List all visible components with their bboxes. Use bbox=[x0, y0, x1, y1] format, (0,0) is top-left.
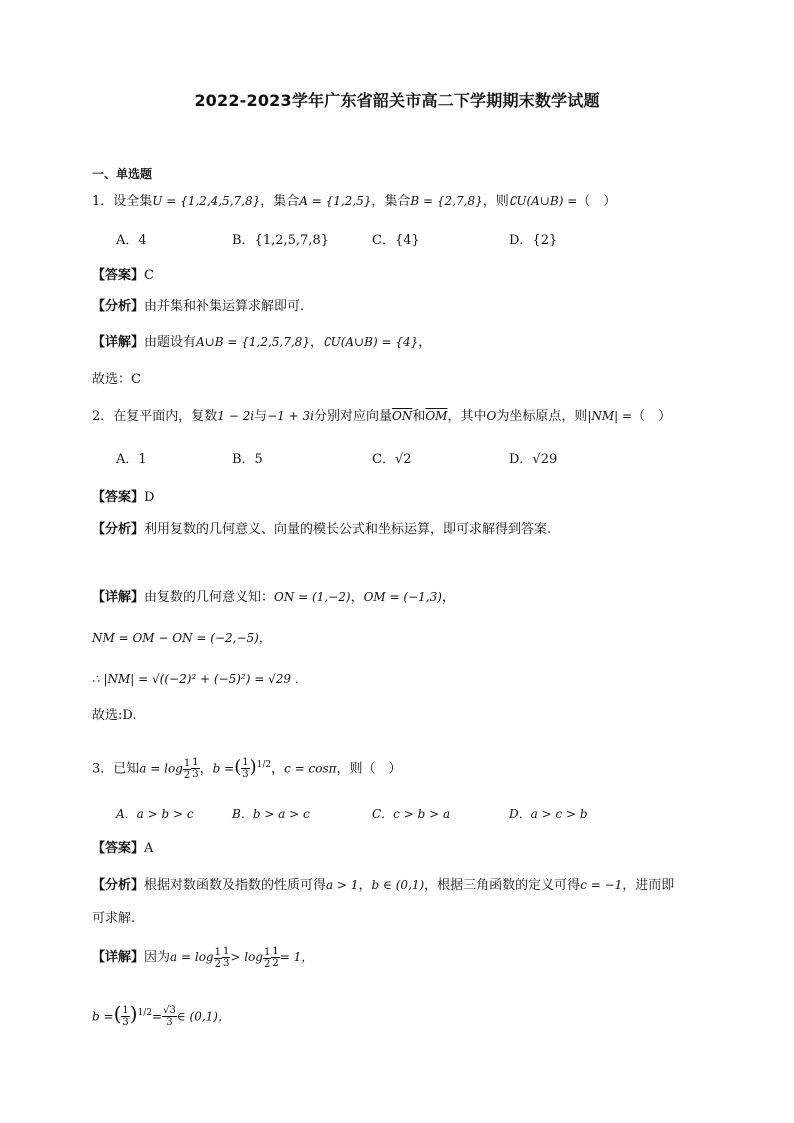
q1-conclusion: 故选：C bbox=[92, 372, 141, 387]
question-2-stem: 2．在复平面内，复数1 − 2i与−1 + 3i分别对应向量$\overline{ON}$和$\overline{OM}$，其中O为坐标原点，则|NM| =（ ） bbox=[92, 409, 672, 424]
log-base-fraction: 1 2 bbox=[183, 758, 191, 782]
q1-option-c: C．{4} bbox=[372, 233, 420, 248]
q2-detail-line-2: NM = OM − ON = (−2,−5)， bbox=[92, 631, 271, 645]
q1-answer: 【答案】C bbox=[92, 268, 154, 283]
q3-detail: 【详解】因为a = log $_{\frac{1}{2}}$ $\frac{1}{3}$ > log $_{\frac{1}{2}}$ $\frac{1}{2}$ = 1， bbox=[92, 946, 314, 970]
q2-option-c: C．√2 bbox=[372, 452, 412, 467]
question-1-stem: 1．设全集U = {1,2,4,5,7,8}，集合A = {1,2,5}，集合B = {2,7,8}，则∁U(A∪B) =（ ） bbox=[92, 194, 617, 209]
q3-analysis: 【分析】根据对数函数及指数的性质可得a > 1，b ∈ (0,1)，根据三角函数的定义可得c = −1，进而即 bbox=[92, 878, 675, 893]
q1-detail: 【详解】由题设有A∪B = {1,2,5,7,8}，∁U(A∪B) = {4}， bbox=[92, 335, 432, 350]
question-3-stem: 3．已知a = log $_{\frac{1}{2}}$ $\frac{1}{3}$ ，b =( $\frac{1}{3}$ )$^{1/2}$，c = cosπ，则（ ） bbox=[92, 756, 402, 782]
q3-option-d: D．a > c > b bbox=[509, 807, 588, 821]
q3-option-a: A．a > b > c bbox=[116, 807, 194, 821]
q2-option-a: A．1 bbox=[116, 452, 147, 467]
q1-option-a: A．4 bbox=[116, 233, 147, 248]
q3-answer: 【答案】A bbox=[92, 841, 154, 856]
q3-detail-line-2: b =( $\frac{1}{3}$ )$^{1/2}$= $\frac{√3}{3}$ ∈ (0,1)， bbox=[92, 1001, 230, 1029]
q1-option-b: B．{1,2,5,7,8} bbox=[232, 233, 329, 248]
q2-answer: 【答案】D bbox=[92, 490, 155, 505]
q3-analysis-line-2: 可求解. bbox=[92, 911, 136, 926]
q1-analysis: 【分析】由并集和补集运算求解即可. bbox=[92, 299, 305, 314]
q1-option-d: D．{2} bbox=[509, 233, 558, 248]
q2-analysis: 【分析】利用复数的几何意义、向量的模长公式和坐标运算，即可求解得到答案. bbox=[92, 522, 552, 537]
q2-conclusion: 故选:D. bbox=[92, 708, 137, 723]
q2-option-b: B．5 bbox=[232, 452, 263, 467]
q2-detail-line-3: ∴ |NM| = √((−2)² + (−5)²) = √29 . bbox=[92, 672, 299, 686]
q2-option-d: D．√29 bbox=[509, 452, 558, 467]
b-base-fraction: $\frac{1}{3}$ bbox=[242, 757, 249, 781]
section-heading: 一、单选题 bbox=[92, 167, 153, 181]
q3-option-c: C．c > b > a bbox=[372, 807, 451, 821]
log-arg-fraction: $\frac{1}{3}$ bbox=[192, 757, 199, 781]
q3-option-b: B．b > a > c bbox=[232, 807, 310, 821]
document-title: 2022-2023学年广东省韶关市高二下学期期末数学试题 bbox=[194, 91, 600, 110]
q2-detail: 【详解】由复数的几何意义知：ON = (1,−2)，OM = (−1,3)， bbox=[92, 590, 455, 605]
